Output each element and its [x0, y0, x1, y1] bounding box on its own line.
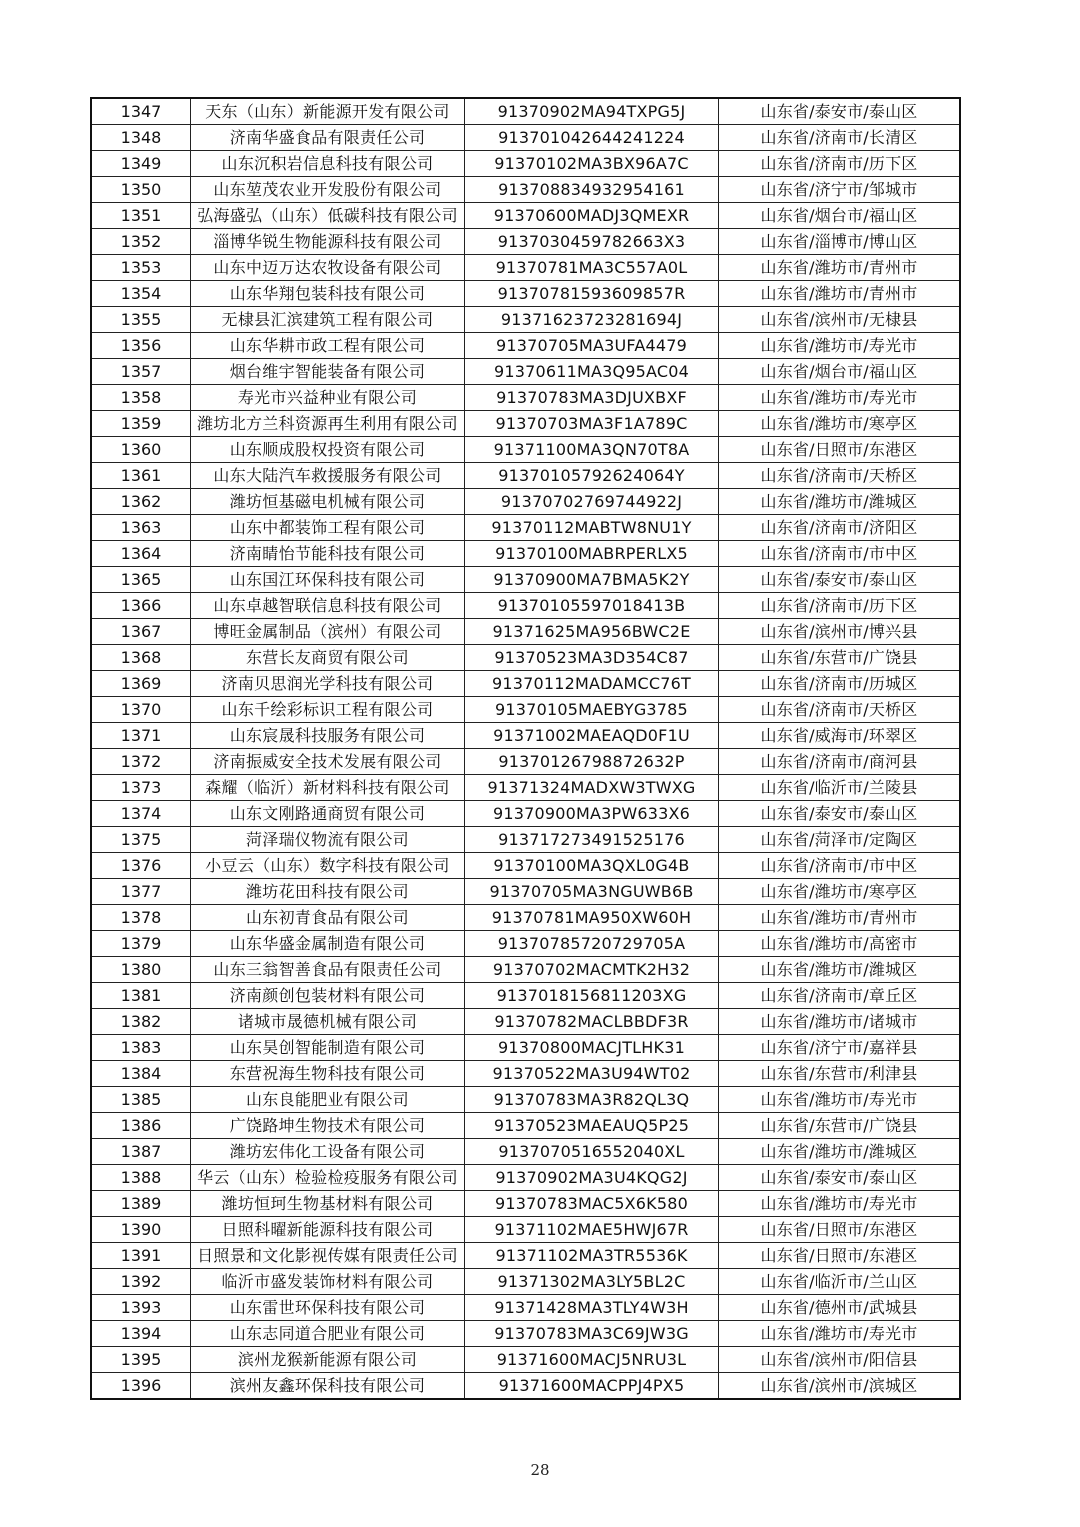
table-row [91, 98, 960, 125]
credit-code-cell: 91370523MAEAUQ5P25 [465, 1113, 719, 1139]
row-number-cell: 1381 [91, 983, 191, 1009]
company-name-cell: 东营祝海生物科技有限公司 [191, 1061, 465, 1087]
table-row [91, 593, 960, 619]
region-cell: 山东省/潍坊市/寿光市 [719, 1191, 961, 1217]
credit-code-cell: 91370702MACMTK2H32 [465, 957, 719, 983]
credit-code-cell: 91370781593609857R [465, 281, 719, 307]
table-row [91, 1165, 960, 1191]
row-number-cell: 1365 [91, 567, 191, 593]
table-row [91, 177, 960, 203]
table-row [91, 1295, 960, 1321]
row-number-cell: 1396 [91, 1373, 191, 1400]
table-row [91, 1061, 960, 1087]
table-row [91, 463, 960, 489]
credit-code-cell: 91370902MA3U4KQG2J [465, 1165, 719, 1191]
credit-code-cell: 91371324MADXW3TWXG [465, 775, 719, 801]
row-number-cell: 1354 [91, 281, 191, 307]
row-number-cell: 1377 [91, 879, 191, 905]
region-cell: 山东省/滨州市/阳信县 [719, 1347, 961, 1373]
region-cell: 山东省/临沂市/兰山区 [719, 1269, 961, 1295]
company-name-cell: 广饶路坤生物技术有限公司 [191, 1113, 465, 1139]
row-number-cell: 1394 [91, 1321, 191, 1347]
table-row [91, 697, 960, 723]
region-cell: 山东省/济南市/历城区 [719, 671, 961, 697]
table-row [91, 1113, 960, 1139]
region-cell: 山东省/临沂市/兰陵县 [719, 775, 961, 801]
company-name-cell: 弘海盛弘（山东）低碳科技有限公司 [191, 203, 465, 229]
company-name-cell: 临沂市盛发装饰材料有限公司 [191, 1269, 465, 1295]
region-cell: 山东省/潍坊市/青州市 [719, 281, 961, 307]
credit-code-cell: 91370783MA3R82QL3Q [465, 1087, 719, 1113]
region-cell: 山东省/潍坊市/寒亭区 [719, 879, 961, 905]
company-name-cell: 山东中迈万达农牧设备有限公司 [191, 255, 465, 281]
credit-code-cell: 91370611MA3Q95AC04 [465, 359, 719, 385]
company-name-cell: 山东沉积岩信息科技有限公司 [191, 151, 465, 177]
company-name-cell: 山东文刚路通商贸有限公司 [191, 801, 465, 827]
row-number-cell: 1352 [91, 229, 191, 255]
company-name-cell: 潍坊花田科技有限公司 [191, 879, 465, 905]
credit-code-cell: 91370785720729705A [465, 931, 719, 957]
credit-code-cell: 91370100MA3QXL0G4B [465, 853, 719, 879]
table-row [91, 411, 960, 437]
table-row [91, 333, 960, 359]
row-number-cell: 1356 [91, 333, 191, 359]
region-cell: 山东省/泰安市/泰山区 [719, 98, 961, 125]
region-cell: 山东省/潍坊市/寿光市 [719, 333, 961, 359]
credit-code-cell: 91370522MA3U94WT02 [465, 1061, 719, 1087]
company-name-cell: 山东顺成股权投资有限公司 [191, 437, 465, 463]
table-row [91, 749, 960, 775]
table-row [91, 151, 960, 177]
row-number-cell: 1375 [91, 827, 191, 853]
row-number-cell: 1387 [91, 1139, 191, 1165]
table-row [91, 1191, 960, 1217]
company-name-cell: 小豆云（山东）数字科技有限公司 [191, 853, 465, 879]
table-row [91, 515, 960, 541]
company-name-cell: 山东雷世环保科技有限公司 [191, 1295, 465, 1321]
region-cell: 山东省/滨州市/无棣县 [719, 307, 961, 333]
company-name-cell: 山东三翁智善食品有限责任公司 [191, 957, 465, 983]
table-row [91, 1321, 960, 1347]
table-row [91, 905, 960, 931]
table-row [91, 723, 960, 749]
row-number-cell: 1370 [91, 697, 191, 723]
table-row [91, 489, 960, 515]
region-cell: 山东省/济南市/天桥区 [719, 463, 961, 489]
credit-code-cell: 91370783MA3DJUXBXF [465, 385, 719, 411]
table-row [91, 125, 960, 151]
row-number-cell: 1395 [91, 1347, 191, 1373]
company-name-cell: 寿光市兴益种业有限公司 [191, 385, 465, 411]
row-number-cell: 1393 [91, 1295, 191, 1321]
credit-code-cell: 91371102MAE5HWJ67R [465, 1217, 719, 1243]
table-row [91, 1009, 960, 1035]
company-name-cell: 山东华耕市政工程有限公司 [191, 333, 465, 359]
company-name-cell: 日照景和文化影视传媒有限责任公司 [191, 1243, 465, 1269]
table-row [91, 255, 960, 281]
row-number-cell: 1383 [91, 1035, 191, 1061]
company-name-cell: 山东良能肥业有限公司 [191, 1087, 465, 1113]
table-row [91, 203, 960, 229]
region-cell: 山东省/东营市/广饶县 [719, 645, 961, 671]
table-row [91, 1243, 960, 1269]
credit-code-cell: 91370883493295416​1 [465, 177, 719, 203]
credit-code-cell: 91371600MACJ5NRU3L [465, 1347, 719, 1373]
region-cell: 山东省/泰安市/泰山区 [719, 801, 961, 827]
credit-code-cell: 91371625MA956BWC2E [465, 619, 719, 645]
table-row [91, 567, 960, 593]
region-cell: 山东省/东营市/广饶县 [719, 1113, 961, 1139]
row-number-cell: 1385 [91, 1087, 191, 1113]
row-number-cell: 1350 [91, 177, 191, 203]
row-number-cell: 1366 [91, 593, 191, 619]
credit-code-cell: 91370783MAC5X6K580 [465, 1191, 719, 1217]
table-row [91, 359, 960, 385]
row-number-cell: 1382 [91, 1009, 191, 1035]
credit-code-cell: 91370705MA3UFA4479 [465, 333, 719, 359]
company-name-cell: 山东国江环保科技有限公司 [191, 567, 465, 593]
region-cell: 山东省/济南市/济阳区 [719, 515, 961, 541]
row-number-cell: 1369 [91, 671, 191, 697]
table-row [91, 671, 960, 697]
credit-code-cell: 913707051655204​0XL [465, 1139, 719, 1165]
row-number-cell: 1390 [91, 1217, 191, 1243]
table-row [91, 437, 960, 463]
row-number-cell: 1360 [91, 437, 191, 463]
row-number-cell: 1374 [91, 801, 191, 827]
region-cell: 山东省/济南市/商河县 [719, 749, 961, 775]
table-row [91, 1347, 960, 1373]
row-number-cell: 1368 [91, 645, 191, 671]
credit-code-cell: 91371102MA3TR5536K [465, 1243, 719, 1269]
region-cell: 山东省/潍坊市/青州市 [719, 905, 961, 931]
row-number-cell: 1364 [91, 541, 191, 567]
credit-code-cell: 91370100MABRPERLX5 [465, 541, 719, 567]
company-name-cell: 森耀（临沂）新材料科技有限公司 [191, 775, 465, 801]
table-row [91, 229, 960, 255]
company-name-cell: 烟台维宇智能装备有限公司 [191, 359, 465, 385]
table-row [91, 1217, 960, 1243]
region-cell: 山东省/烟台市/福山区 [719, 359, 961, 385]
row-number-cell: 1355 [91, 307, 191, 333]
region-cell: 山东省/潍坊市/潍城区 [719, 957, 961, 983]
company-name-cell: 山东大陆汽车救援服务有限公司 [191, 463, 465, 489]
row-number-cell: 1392 [91, 1269, 191, 1295]
company-name-cell: 无棣县汇滨建筑工程有限公司 [191, 307, 465, 333]
row-number-cell: 1384 [91, 1061, 191, 1087]
region-cell: 山东省/滨州市/滨城区 [719, 1373, 961, 1400]
row-number-cell: 1380 [91, 957, 191, 983]
table-row [91, 775, 960, 801]
region-cell: 山东省/泰安市/泰山区 [719, 567, 961, 593]
row-number-cell: 1391 [91, 1243, 191, 1269]
credit-code-cell: 91370112MABTW8NU1Y [465, 515, 719, 541]
credit-code-cell: 913701042644241224 [465, 125, 719, 151]
credit-code-cell: 91371100MA3QN70T8A [465, 437, 719, 463]
credit-code-cell: 91370523MA3D354C87 [465, 645, 719, 671]
credit-code-cell: 91371600MACPPJ4PX5 [465, 1373, 719, 1400]
region-cell: 山东省/烟台市/福山区 [719, 203, 961, 229]
credit-code-cell: 91370126798872632P [465, 749, 719, 775]
region-cell: 山东省/日照市/东港区 [719, 1243, 961, 1269]
credit-code-cell: 91370782MACLBBDF3R [465, 1009, 719, 1035]
row-number-cell: 1371 [91, 723, 191, 749]
row-number-cell: 1372 [91, 749, 191, 775]
credit-code-cell: 91370781MA3C557A0L [465, 255, 719, 281]
table-row [91, 879, 960, 905]
table-row [91, 385, 960, 411]
region-cell: 山东省/济南市/市中区 [719, 541, 961, 567]
row-number-cell: 1358 [91, 385, 191, 411]
credit-code-cell: 913717273491525176 [465, 827, 719, 853]
table-row [91, 801, 960, 827]
row-number-cell: 1379 [91, 931, 191, 957]
row-number-cell: 1357 [91, 359, 191, 385]
table-row [91, 645, 960, 671]
company-name-cell: 博旺金属制品（滨州）有限公司 [191, 619, 465, 645]
credit-code-cell: 91370705MA3NGUWB6B [465, 879, 719, 905]
row-number-cell: 1388 [91, 1165, 191, 1191]
region-cell: 山东省/潍坊市/寒亭区 [719, 411, 961, 437]
table-row [91, 281, 960, 307]
table-row [91, 983, 960, 1009]
company-name-cell: 山东卓越智联信息科技有限公司 [191, 593, 465, 619]
company-name-cell: 济南睛怡节能科技有限公司 [191, 541, 465, 567]
company-name-cell: 潍坊恒珂生物基材料有限公司 [191, 1191, 465, 1217]
row-number-cell: 1347 [91, 98, 191, 125]
company-name-cell: 山东千绘彩标识工程有限公司 [191, 697, 465, 723]
table-row [91, 931, 960, 957]
table-row [91, 1139, 960, 1165]
row-number-cell: 1361 [91, 463, 191, 489]
company-name-cell: 山东华盛金属制造有限公司 [191, 931, 465, 957]
credit-code-cell: 91371302MA3LY5BL2C [465, 1269, 719, 1295]
credit-code-cell: 91371002MAEAQD0F1U [465, 723, 719, 749]
region-cell: 山东省/潍坊市/青州市 [719, 255, 961, 281]
table-row [91, 1269, 960, 1295]
company-name-cell: 山东志同道合肥业有限公司 [191, 1321, 465, 1347]
table-row [91, 957, 960, 983]
company-name-cell: 济南贝思润光学科技有限公司 [191, 671, 465, 697]
row-number-cell: 1389 [91, 1191, 191, 1217]
region-cell: 山东省/潍坊市/潍城区 [719, 489, 961, 515]
row-number-cell: 1373 [91, 775, 191, 801]
company-name-cell: 淄博华锐生物能源科技有限公司 [191, 229, 465, 255]
company-name-cell: 菏泽瑞仪物流有限公司 [191, 827, 465, 853]
credit-code-cell: 91371428MA3TLY4W3H [465, 1295, 719, 1321]
table-row [91, 307, 960, 333]
company-name-cell: 济南颜创包装材料有限公司 [191, 983, 465, 1009]
region-cell: 山东省/济南市/长清区 [719, 125, 961, 151]
company-name-cell: 山东昊创智能制造有限公司 [191, 1035, 465, 1061]
region-cell: 山东省/济南市/天桥区 [719, 697, 961, 723]
region-cell: 山东省/济南市/历下区 [719, 151, 961, 177]
table-row [91, 1087, 960, 1113]
region-cell: 山东省/日照市/东港区 [719, 1217, 961, 1243]
credit-code-cell: 91370703MA3F1A789C [465, 411, 719, 437]
credit-code-cell: 91371623723281694J [465, 307, 719, 333]
table-row [91, 853, 960, 879]
row-number-cell: 1378 [91, 905, 191, 931]
credit-code-cell: 91370902MA94TXPG5J [465, 98, 719, 125]
region-cell: 山东省/潍坊市/诸城市 [719, 1009, 961, 1035]
credit-code-cell: 91370702769744922J [465, 489, 719, 515]
company-name-cell: 山东中都装饰工程有限公司 [191, 515, 465, 541]
region-cell: 山东省/济宁市/嘉祥县 [719, 1035, 961, 1061]
company-registry-table [90, 97, 961, 1400]
page-number: 28 [530, 1461, 550, 1479]
row-number-cell: 1363 [91, 515, 191, 541]
region-cell: 山东省/潍坊市/寿光市 [719, 385, 961, 411]
company-name-cell: 山东堃茂农业开发股份有限公司 [191, 177, 465, 203]
region-cell: 山东省/济南市/历下区 [719, 593, 961, 619]
credit-code-cell: 91370600MADJ3QMEXR [465, 203, 719, 229]
region-cell: 山东省/菏泽市/定陶区 [719, 827, 961, 853]
company-name-cell: 华云（山东）检验检疫服务有限公司 [191, 1165, 465, 1191]
row-number-cell: 1348 [91, 125, 191, 151]
credit-code-cell: 913703045978266​3X3 [465, 229, 719, 255]
row-number-cell: 1349 [91, 151, 191, 177]
region-cell: 山东省/济南市/市中区 [719, 853, 961, 879]
region-cell: 山东省/潍坊市/寿光市 [719, 1087, 961, 1113]
table-row [91, 619, 960, 645]
region-cell: 山东省/威海市/环翠区 [719, 723, 961, 749]
company-name-cell: 山东宸晟科技服务有限公司 [191, 723, 465, 749]
credit-code-cell: 913701815681120​3XG [465, 983, 719, 1009]
company-name-cell: 济南振威安全技术发展有限公司 [191, 749, 465, 775]
credit-code-cell: 91370783MA3C69JW3G [465, 1321, 719, 1347]
table-body [91, 98, 960, 1399]
row-number-cell: 1376 [91, 853, 191, 879]
region-cell: 山东省/潍坊市/寿光市 [719, 1321, 961, 1347]
table-row [91, 541, 960, 567]
row-number-cell: 1353 [91, 255, 191, 281]
region-cell: 山东省/潍坊市/高密市 [719, 931, 961, 957]
company-name-cell: 济南华盛食品有限责任公司 [191, 125, 465, 151]
credit-code-cell: 91370105792624064Y [465, 463, 719, 489]
region-cell: 山东省/济南市/章丘区 [719, 983, 961, 1009]
company-name-cell: 潍坊宏伟化工设备有限公司 [191, 1139, 465, 1165]
region-cell: 山东省/济宁市/邹城市 [719, 177, 961, 203]
region-cell: 山东省/德州市/武城县 [719, 1295, 961, 1321]
row-number-cell: 1386 [91, 1113, 191, 1139]
credit-code-cell: 91370800MACJTLHK31 [465, 1035, 719, 1061]
row-number-cell: 1362 [91, 489, 191, 515]
region-cell: 山东省/淄博市/博山区 [719, 229, 961, 255]
company-name-cell: 天东（山东）新能源开发有限公司 [191, 98, 465, 125]
company-name-cell: 东营长友商贸有限公司 [191, 645, 465, 671]
company-name-cell: 滨州友鑫环保科技有限公司 [191, 1373, 465, 1400]
company-name-cell: 潍坊恒基磁电机械有限公司 [191, 489, 465, 515]
credit-code-cell: 91370102MA3BX96A7C [465, 151, 719, 177]
row-number-cell: 1359 [91, 411, 191, 437]
region-cell: 山东省/滨州市/博兴县 [719, 619, 961, 645]
row-number-cell: 1351 [91, 203, 191, 229]
company-name-cell: 潍坊北方兰科资源再生利用有限公司 [191, 411, 465, 437]
company-name-cell: 日照科曜新能源科技有限公司 [191, 1217, 465, 1243]
region-cell: 山东省/潍坊市/潍城区 [719, 1139, 961, 1165]
credit-code-cell: 91370112MADAMCC76T [465, 671, 719, 697]
company-name-cell: 山东华翔包装科技有限公司 [191, 281, 465, 307]
region-cell: 山东省/东营市/利津县 [719, 1061, 961, 1087]
row-number-cell: 1367 [91, 619, 191, 645]
credit-code-cell: 91370105MAEBYG3785 [465, 697, 719, 723]
region-cell: 山东省/日照市/东港区 [719, 437, 961, 463]
table-row [91, 1373, 960, 1400]
credit-code-cell: 91370781MA950XW60H [465, 905, 719, 931]
company-name-cell: 滨州龙猴新能源有限公司 [191, 1347, 465, 1373]
credit-code-cell: 91370105597018413B [465, 593, 719, 619]
table-row [91, 827, 960, 853]
table-row [91, 1035, 960, 1061]
credit-code-cell: 91370900MA3PW633X6 [465, 801, 719, 827]
company-name-cell: 诸城市晟德机械有限公司 [191, 1009, 465, 1035]
company-name-cell: 山东初青食品有限公司 [191, 905, 465, 931]
region-cell: 山东省/泰安市/泰山区 [719, 1165, 961, 1191]
credit-code-cell: 91370900MA7BMA5K2Y [465, 567, 719, 593]
